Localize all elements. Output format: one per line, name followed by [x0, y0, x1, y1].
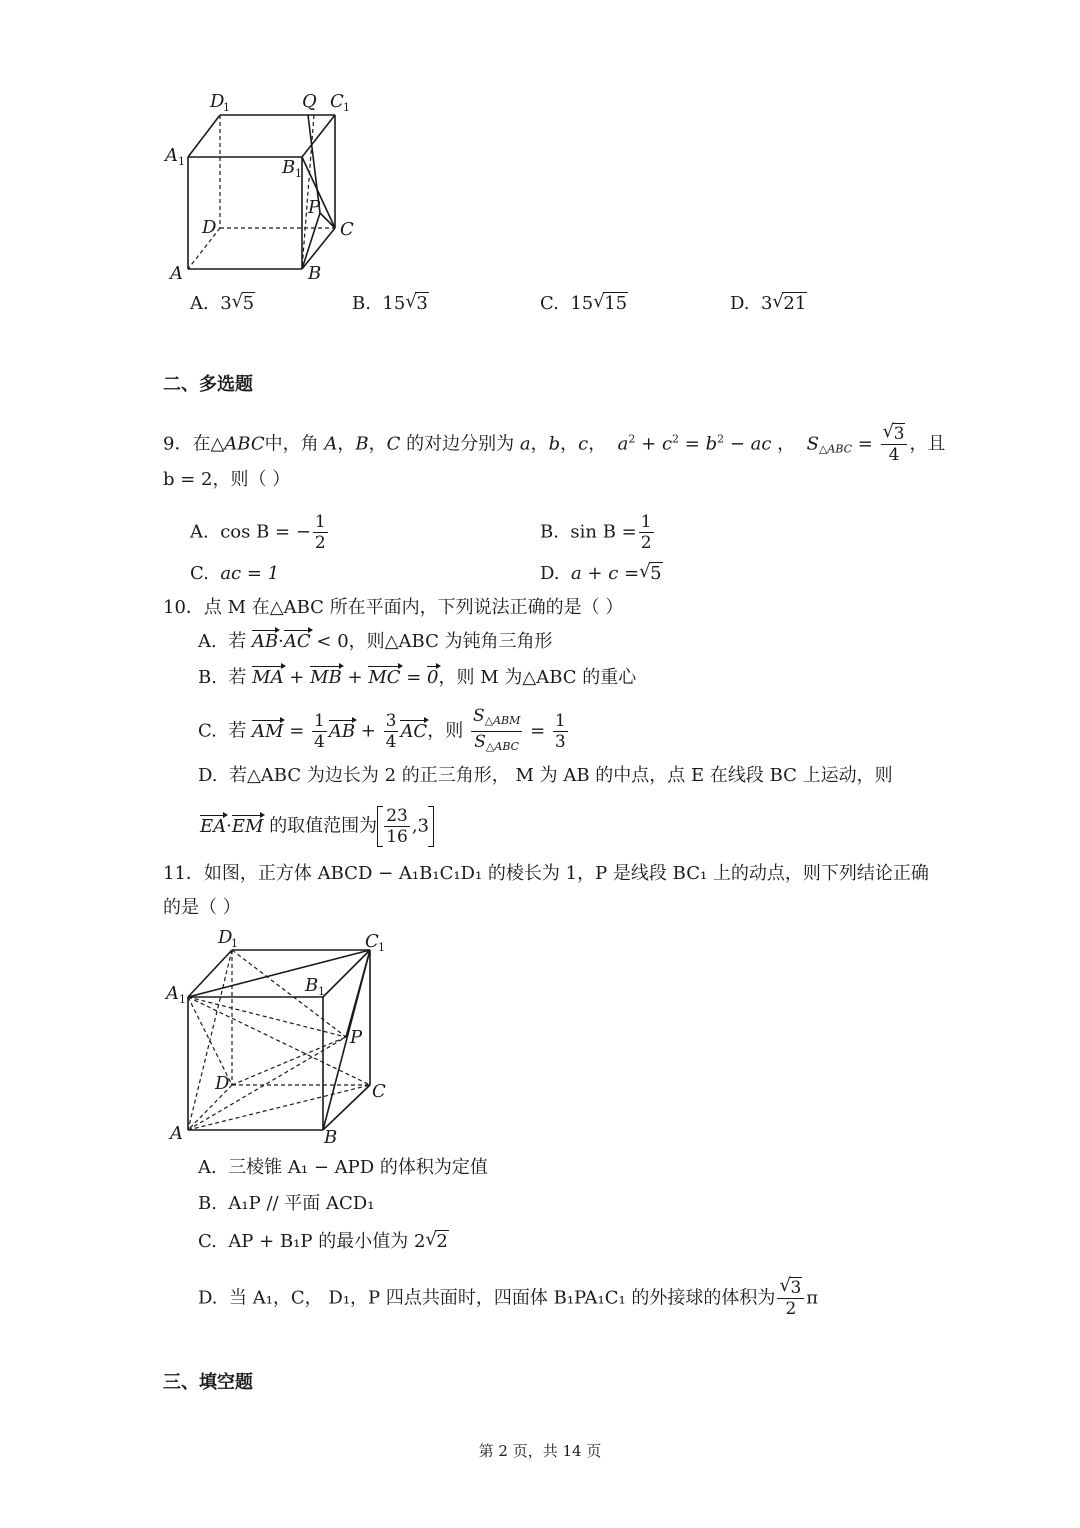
q10-option-d-line2: EA·EM 的取值范围为 $\frac{23}{16}$ ,3: [200, 806, 434, 847]
q9-option-d[interactable]: D. a + c =√ 5: [540, 562, 663, 586]
svg-text:1: 1: [295, 167, 302, 180]
label-D1: D: [218, 927, 233, 948]
q9-option-b[interactable]: B. sin B = $\frac{1}{2}$: [540, 512, 652, 553]
q9-option-a[interactable]: A. cos B = − $\frac{1}{2}$: [190, 512, 326, 553]
label-A: A: [170, 263, 183, 284]
q11-option-c[interactable]: C. AP + B₁P 的最小值为 2√ 2: [198, 1230, 449, 1254]
svg-text:1: 1: [343, 101, 350, 114]
q8-option-c[interactable]: C. 15√ 15: [540, 292, 628, 316]
label-Q: Q: [302, 91, 317, 112]
q11-stem: 11．如图，正方体 ABCD − A₁B₁C₁D₁ 的棱长为 1，P 是线段 BC₁ 上的动点，则下列结论正确: [163, 863, 929, 884]
page-footer: 第 2 页，共 14 页: [478, 1442, 602, 1460]
q8-option-d[interactable]: D. 3√ 21: [730, 292, 807, 316]
svg-text:1: 1: [231, 937, 238, 950]
q11-option-b[interactable]: B. A₁P // 平面 ACD₁: [198, 1193, 375, 1214]
svg-text:1: 1: [318, 985, 325, 998]
q10-option-d[interactable]: D. 若△ABC 为边长为 2 的正三角形， M 为 AB 的中点，点 E 在线段 BC 上运动，则: [198, 765, 893, 786]
label-C1: C: [365, 931, 379, 952]
q9-stem: 9．在△ABC中，角 A，B，C 的对边分别为 a，b，c， $a^2 + c^2 = b^2$ − ac ， $S_{\triangle ABC}$ = √ $\frac{3}{4}$ ，且: [163, 424, 945, 465]
svg-text:1: 1: [378, 941, 385, 954]
label-C1: C: [330, 91, 344, 112]
q9-stem-line2: b = 2，则（ ）: [163, 469, 291, 490]
label-P: P: [308, 197, 321, 218]
label-C: C: [340, 219, 354, 240]
label-A: A: [170, 1123, 183, 1144]
q9-option-c[interactable]: C. ac = 1: [190, 563, 280, 584]
q8-option-b[interactable]: B. 15√ 3: [352, 292, 429, 316]
label-B: B: [308, 263, 322, 284]
cube-figure-2: [160, 925, 400, 1145]
label-B1: B: [305, 975, 319, 996]
label-B: B: [324, 1127, 338, 1145]
section-title-fill-blank: 三、填空题: [163, 1372, 253, 1393]
label-B1: B: [282, 157, 296, 178]
label-P: P: [350, 1027, 363, 1048]
q11-stem-line2: 的是（ ）: [163, 897, 241, 918]
label-A1: A: [166, 983, 179, 1004]
svg-text:1: 1: [223, 101, 230, 114]
svg-text:1: 1: [178, 155, 185, 168]
q10-option-a[interactable]: A. 若 AB·AC < 0，则△ABC 为钝角三角形: [198, 631, 553, 652]
label-D: D: [215, 1073, 230, 1094]
q11-option-a[interactable]: A. 三棱锥 A₁ − APD 的体积为定值: [198, 1157, 488, 1178]
cube-figure-1: [160, 85, 360, 285]
q10-stem: 10．点 M 在△ABC 所在平面内，下列说法正确的是（ ）: [163, 597, 624, 618]
label-C: C: [372, 1081, 386, 1102]
label-D: D: [202, 217, 217, 238]
section-title-multi-choice: 二、多选题: [163, 374, 253, 395]
svg-text:1: 1: [179, 993, 186, 1006]
label-D1: D: [210, 91, 225, 112]
q11-option-d[interactable]: D. 当 A₁，C， D₁，P 四点共面时，四面体 B₁PA₁C₁ 的外接球的体积为 √ $\frac{3}{2}$ π: [198, 1278, 818, 1319]
q10-option-b[interactable]: B. 若 MA + MB + MC = 0，则 M 为△ABC 的重心: [198, 667, 637, 688]
q10-option-c[interactable]: C. 若 AM = $\frac{1}{4}$ AB + $\frac{3}{4}$ AC，则 $\frac{S_{\triangle ABM}}{S_{\triangle ABC}}$ = $\frac{1}{3}$: [198, 706, 566, 753]
label-A1: A: [165, 145, 178, 166]
q8-option-a[interactable]: A. 3√ 5: [190, 292, 255, 316]
